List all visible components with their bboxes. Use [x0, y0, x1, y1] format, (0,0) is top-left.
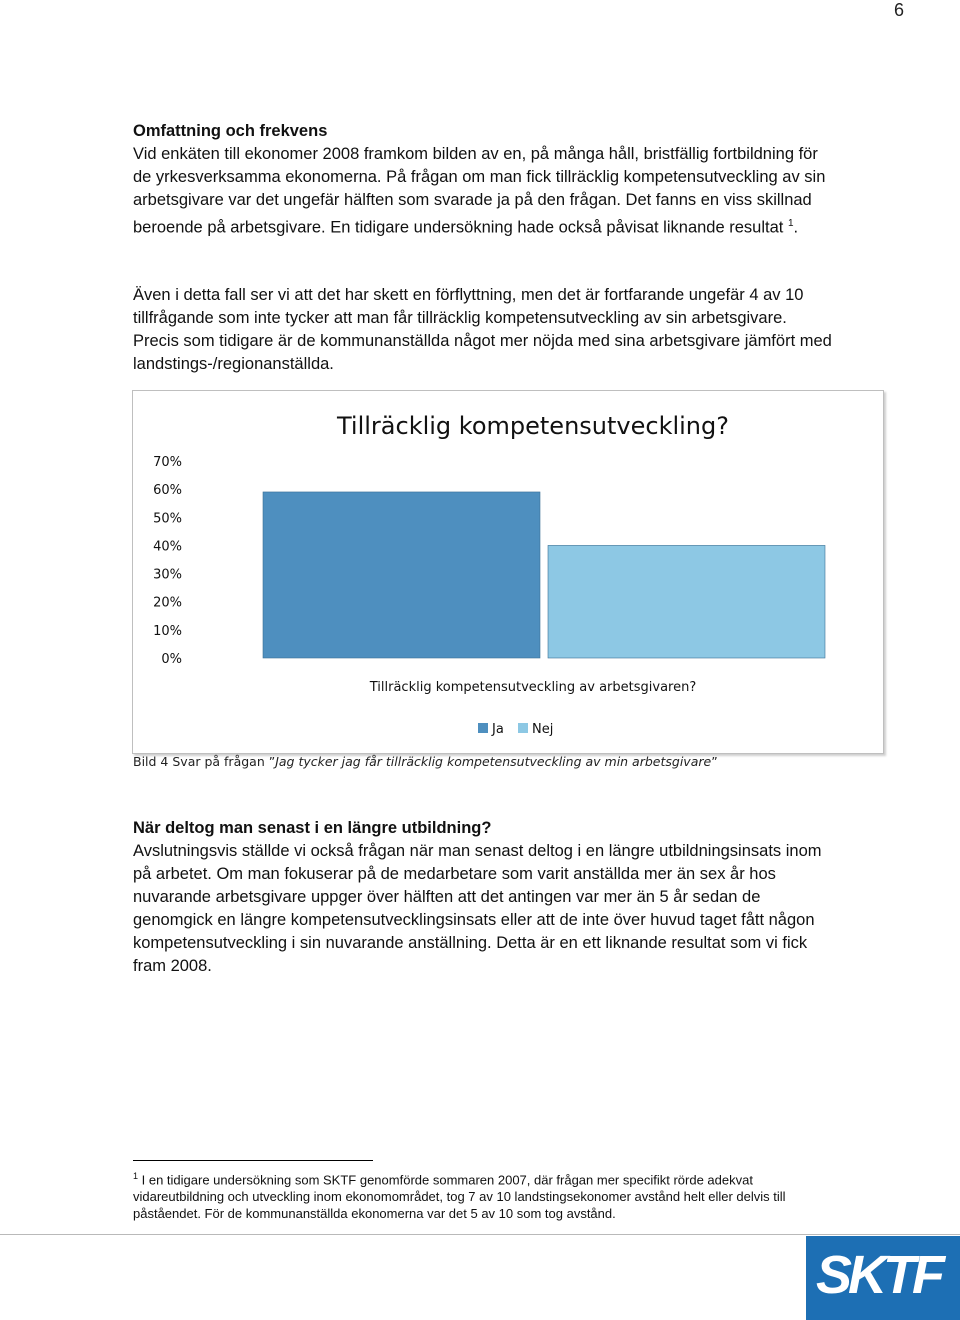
footnote-number: 1	[133, 1171, 139, 1181]
legend	[478, 722, 553, 737]
caption-prefix: Bild 4 Svar på frågan ”	[133, 754, 276, 769]
y-tick-label: 40%	[153, 539, 182, 555]
section-heading: Omfattning och frekvens	[133, 122, 328, 140]
caption-suffix: ”	[711, 754, 718, 769]
section-omfattning	[133, 120, 833, 240]
footnote-reference[interactable]: 1	[787, 218, 794, 229]
y-tick-label: 70%	[153, 455, 182, 470]
page-number: 6	[893, 0, 904, 20]
y-tick-label: 10%	[153, 623, 182, 639]
paragraph-block	[133, 284, 833, 376]
chart-title: Tillräcklig kompetensutveckling?	[337, 412, 729, 440]
x-category-label: Tillräcklig kompetensutveckling av arbetsgivaren?	[369, 680, 697, 695]
bar-ja	[263, 492, 540, 658]
paragraph: Även i detta fall ser vi att det har skett en förflyttning, men det är fortfarande ungefär 4 av 10 tillfrågande som inte tycker att man får tillräcklig kompetensutveckling av sin arbetsgivare. Precis som tidigare är de kommunanställda något mer nöjda med sina arbetsgivare jämfört med landstings-/regionanställda.	[133, 286, 832, 373]
legend-label-ja: Ja	[492, 722, 504, 737]
section-utbildning	[133, 817, 833, 978]
paragraph	[133, 143, 833, 240]
bar-chart	[132, 390, 884, 754]
paragraph-end: .	[793, 218, 799, 237]
caption-question: Jag tycker jag får tillräcklig kompetensutveckling av min arbetsgivare	[275, 754, 712, 769]
y-tick-label: 50%	[153, 511, 182, 527]
y-axis	[153, 455, 182, 667]
y-tick-label: 20%	[153, 595, 182, 611]
legend-swatch-ja	[478, 723, 488, 733]
bar-nej	[548, 545, 825, 658]
y-tick-label: 0%	[161, 652, 182, 667]
y-tick-label: 30%	[153, 567, 182, 583]
section-heading: När deltog man senast i en längre utbildning?	[133, 819, 492, 837]
footer-divider	[0, 1234, 960, 1235]
chart-canvas	[133, 391, 883, 753]
figure-caption	[133, 754, 718, 769]
paragraph: Avslutningsvis ställde vi också frågan när man senast deltog i en längre utbildningsinsats inom på arbetet. Om man fokuserar på de medarbetare som varit anställda mer än sex år hos nuvarande arbetsgivare uppger över hälften att det antingen var mer än 5 år sedan de genomgick en längre kompetensutvecklingsinsats eller att de inte över huvud taget fått någon kompetensutveckling i sin nuvarande anställning. Detta är en ett liknande resultat som vi fick fram 2008.	[133, 842, 822, 975]
logo-text: SKTF	[816, 1245, 941, 1305]
footnote-text: I en tidigare undersökning som SKTF genomförde sommaren 2007, där frågan mer specifikt rörde adekvat vidareutbildning och utveckling inom ekonomområdet, tog 7 av 10 landstingsekonomer avstånd helt eller delvis till påståendet. För de kommunanställda ekonomerna var det 5 av 10 som tog avstånd.	[133, 1172, 786, 1222]
legend-label-nej: Nej	[532, 722, 554, 737]
footnote-separator	[133, 1160, 373, 1161]
paragraph-text: Vid enkäten till ekonomer 2008 framkom bilden av en, på många håll, bristfällig fortbildning för de yrkesverksamma ekonomerna. På frågan om man fick tillräcklig kompetensutveckling av sin arbetsgivare var det ungefär hälften som svarade ja på den frågan. Det fanns en viss skillnad beroende på arbetsgivare. En tidigare undersökning hade också påvisat liknande resultat	[133, 145, 826, 237]
legend-swatch-nej	[518, 723, 528, 733]
y-tick-label: 60%	[153, 483, 182, 499]
bars	[263, 492, 825, 658]
sktf-logo	[806, 1236, 960, 1320]
footnote	[133, 1168, 833, 1222]
